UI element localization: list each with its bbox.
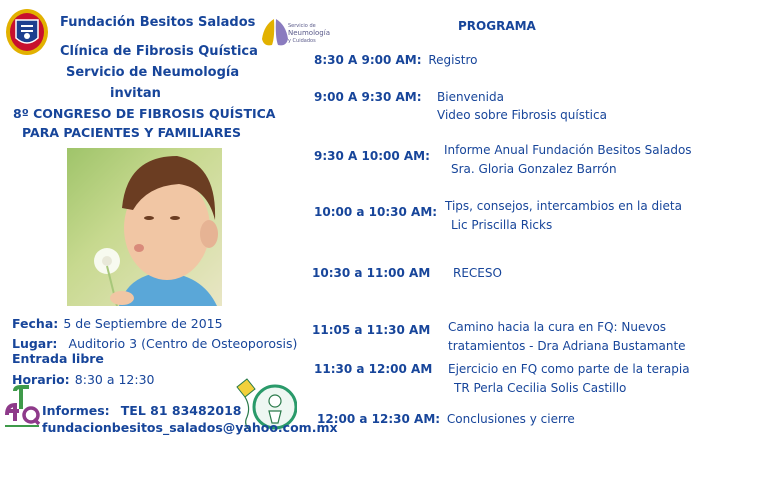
program-activity: Registro [428, 53, 478, 67]
program-activity-detail: Lic Priscilla Ricks [451, 218, 553, 232]
contact-email[interactable]: fundacionbesitos_salados@yahoo.com.mx [42, 420, 338, 435]
header-invite: invitan [110, 86, 161, 101]
place-label: Lugar: [12, 336, 58, 351]
program-activity: Ejercicio en FQ como parte de la terapia [448, 362, 690, 376]
program-time: 9:30 A 10:00 AM: [314, 149, 430, 163]
header-service: Servicio de Neumología [66, 65, 240, 80]
program-activity-detail: TR Perla Cecilia Solis Castillo [454, 381, 627, 395]
free-entry: Entrada libre [12, 351, 104, 366]
date-label: Fecha: [12, 316, 59, 331]
neumologia-logo [258, 15, 336, 51]
contact-row [42, 400, 242, 419]
child-dandelion-photo [67, 148, 222, 306]
program-activity: Tips, consejos, intercambios en la dieta [445, 199, 682, 213]
program-time: 11:05 a 11:30 AM [312, 323, 431, 337]
program-activity: RECESO [453, 266, 502, 280]
program-item [314, 53, 477, 67]
schedule-value: 8:30 a 12:30 [74, 372, 155, 387]
program-activity: Bienvenida [437, 90, 504, 104]
program-activity: Informe Anual Fundación Besitos Salados [444, 143, 692, 157]
program-item [312, 323, 430, 337]
header-foundation: Fundación Besitos Salados [60, 15, 256, 30]
program-activity-detail: tratamientos - Dra Adriana Bustamante [448, 339, 686, 353]
university-seal-logo [5, 8, 49, 56]
program-item [317, 412, 575, 426]
neumo-logo-line1: Servicio de [288, 23, 316, 29]
place-value: Auditorio 3 (Centro de Osteoporosis) [68, 336, 298, 351]
contact-label: Informes: [42, 403, 110, 418]
header-audience: PARA PACIENTES Y FAMILIARES [22, 125, 242, 140]
program-time: 12:00 a 12:30 AM: [317, 412, 441, 426]
program-item [314, 205, 437, 219]
program-activity-detail: Video sobre Fibrosis quística [437, 108, 607, 122]
schedule-label: Horario: [12, 372, 70, 387]
program-item [312, 266, 430, 280]
program-time: 10:30 a 11:00 AM [312, 266, 431, 280]
contact-phone: TEL 81 83482018 [120, 403, 242, 418]
program-time: 10:00 a 10:30 AM: [314, 205, 438, 219]
program-item [314, 149, 430, 163]
place-row [12, 333, 297, 352]
program-title: PROGRAMA [458, 19, 536, 33]
program-time: 11:30 a 12:00 AM [314, 362, 433, 376]
neumo-logo-line3: y Cuidados [288, 38, 316, 44]
neumo-logo-line2: Neumología [288, 29, 330, 37]
fq-logo [3, 385, 41, 429]
header-clinic: Clínica de Fibrosis Quística [60, 44, 258, 59]
program-item [314, 90, 422, 104]
program-activity: Camino hacia la cura en FQ: Nuevos [448, 320, 667, 334]
program-activity: Conclusiones y cierre [446, 412, 575, 426]
program-item [314, 362, 432, 376]
program-activity-detail: Sra. Gloria Gonzalez Barrón [451, 162, 617, 176]
program-time: 8:30 A 9:00 AM: [314, 53, 422, 67]
program-time: 9:00 A 9:30 AM: [314, 90, 422, 104]
date-value: 5 de Septiembre de 2015 [63, 316, 223, 331]
header-congress: 8º CONGRESO DE FIBROSIS QUÍSTICA [13, 106, 276, 121]
date-row [12, 313, 223, 332]
